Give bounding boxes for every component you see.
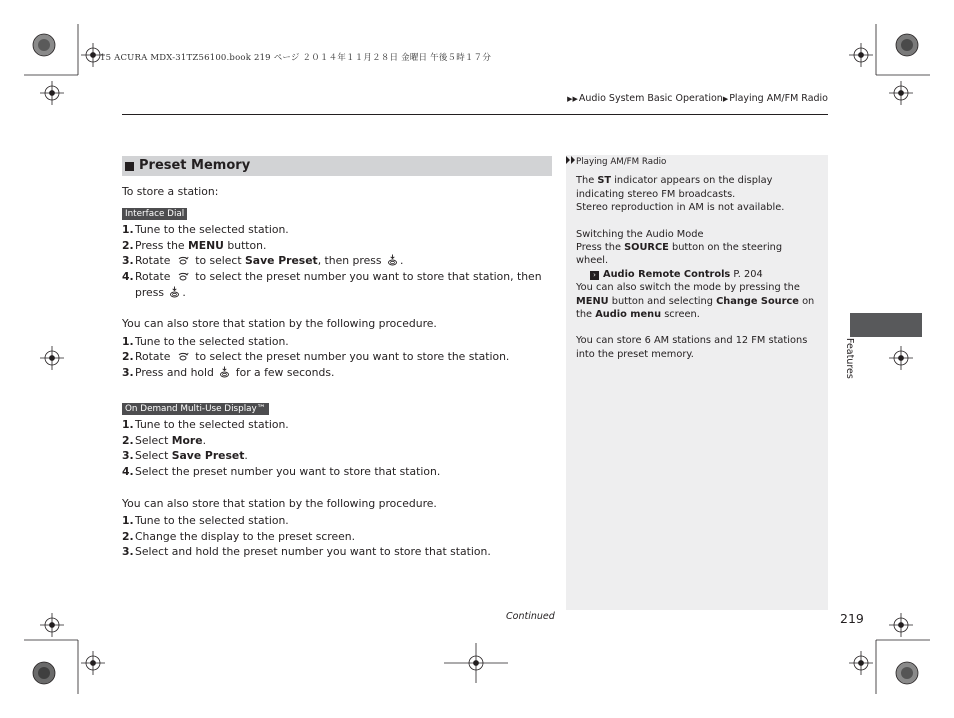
interface-dial-press-icon — [387, 254, 398, 266]
source-button-term: SOURCE — [624, 242, 669, 254]
step-bold-term: MENU — [188, 238, 224, 252]
text: The — [576, 175, 598, 187]
step-number: 1. — [122, 514, 134, 528]
sidebar-paragraph: You can store 6 AM stations and 12 FM stations into the preset memory. — [576, 335, 808, 360]
step-text: Rotate — [135, 350, 171, 364]
change-source-term: Change Source — [716, 295, 799, 307]
step-text: button. — [223, 238, 267, 252]
step-number: 3. — [122, 449, 134, 463]
breadcrumb — [567, 93, 828, 104]
step-text: Change the display to the preset screen. — [135, 529, 356, 543]
section-square-icon — [125, 162, 134, 171]
cross-reference-title[interactable]: Audio Remote Controls — [603, 268, 731, 280]
step-number: 1. — [122, 223, 134, 237]
odmd-steps — [122, 417, 552, 479]
sidebar-paragraph — [576, 281, 816, 321]
step-text: Select — [135, 433, 172, 447]
step-number: 3. — [122, 365, 134, 379]
step-text: Rotate — [135, 254, 171, 268]
odmd-alt-steps — [122, 513, 552, 560]
breadcrumb-level1[interactable]: Audio System Basic Operation — [578, 93, 723, 104]
section-intro: To store a station: — [122, 185, 219, 198]
step-number: 2. — [122, 433, 134, 447]
step-text: Press and hold — [135, 365, 214, 379]
list-item — [122, 349, 552, 365]
list-item — [122, 433, 552, 449]
step-number: 1. — [122, 418, 134, 432]
breadcrumb-level2[interactable]: Playing AM/FM Radio — [729, 93, 828, 104]
step-text: to select the preset number you want to store the station. — [195, 350, 510, 364]
step-text: Tune to the selected station. — [135, 514, 289, 528]
step-number: 4. — [122, 269, 134, 283]
sidebar-head-text: Playing AM/FM Radio — [576, 157, 667, 167]
text: Press the — [576, 242, 625, 254]
cross-reference-page[interactable]: P. 204 — [730, 268, 763, 280]
menu-button-term: MENU — [576, 295, 609, 307]
page-number: 219 — [840, 611, 864, 626]
step-text: for a few seconds. — [235, 365, 335, 379]
breadcrumb-arrow-icon: ▶▶ — [567, 95, 578, 103]
section-header — [122, 156, 552, 176]
list-item — [122, 365, 552, 381]
step-number: 2. — [122, 350, 134, 364]
text: on the — [576, 295, 815, 321]
main-column — [122, 156, 552, 560]
step-bold-term: Save Preset — [245, 254, 318, 268]
interface-dial-rotate-icon — [177, 254, 189, 266]
step-text: Select — [135, 449, 172, 463]
continued-label: Continued — [506, 611, 555, 622]
audio-menu-term: Audio menu — [595, 309, 662, 321]
step-text: Tune to the selected station. — [135, 334, 289, 348]
interface-dial-rotate-icon — [177, 270, 189, 282]
step-bold-term: More — [171, 433, 203, 447]
step-text: , then press — [317, 254, 382, 268]
cross-reference-link[interactable] — [576, 268, 830, 281]
interface-dial-tag: Interface Dial — [122, 208, 187, 220]
step-number: 3. — [122, 254, 134, 268]
list-item — [122, 238, 552, 254]
interface-dial-press-icon — [169, 286, 180, 298]
print-slug: 15 ACURA MDX-31TZ56100.book 219 ページ ２０１４年１１月２８日 金曜日 午後５時１７分 — [100, 53, 492, 63]
sidebar-notes — [566, 155, 828, 610]
chapter-tab-label: Features — [844, 338, 855, 379]
list-item — [122, 269, 552, 300]
step-text: Tune to the selected station. — [135, 223, 289, 237]
text: screen. — [661, 309, 700, 321]
text: button and selecting — [608, 295, 717, 307]
double-arrow-icon — [566, 156, 576, 164]
alt-procedure-intro: You can also store that station by the following procedure. — [122, 317, 437, 331]
step-text: Tune to the selected station. — [135, 418, 289, 432]
header-rule — [122, 114, 828, 115]
step-text: . — [182, 285, 186, 299]
list-item — [122, 253, 552, 269]
section-title: Preset Memory — [139, 158, 251, 174]
step-text: . — [399, 254, 404, 268]
interface-dial-alt-steps — [122, 334, 552, 381]
step-text: Select and hold the preset number you want to store that station. — [135, 545, 491, 559]
sidebar-paragraph — [576, 241, 816, 268]
step-text: to select — [195, 254, 246, 268]
step-text: . — [244, 449, 248, 463]
sidebar-head — [566, 156, 828, 169]
step-number: 3. — [122, 545, 134, 559]
list-item — [122, 222, 552, 238]
list-item — [122, 417, 552, 433]
breadcrumb-separator-icon: ▶ — [722, 95, 729, 103]
sidebar-paragraph: Stereo reproduction in AM is not available. — [576, 202, 785, 214]
list-item — [122, 544, 552, 560]
interface-dial-press-icon — [219, 366, 230, 378]
text: indicator appears on the display indicating stereo FM broadcasts. — [576, 175, 773, 200]
text: You can also switch the mode by pressing the — [576, 282, 800, 294]
st-indicator-term: ST — [597, 175, 612, 187]
cross-reference-arrow-icon: › — [590, 271, 599, 280]
step-text: Rotate — [135, 269, 171, 283]
step-number: 4. — [122, 464, 134, 478]
step-bold-term: Save Preset — [171, 449, 245, 463]
sidebar-paragraph — [576, 174, 816, 201]
step-number: 2. — [122, 238, 134, 252]
odmd-tag: On Demand Multi-Use Display™ — [122, 403, 269, 415]
alt-procedure-intro: You can also store that station by the following procedure. — [122, 496, 437, 510]
step-number: 1. — [122, 334, 134, 348]
step-text: Press the — [135, 238, 188, 252]
interface-dial-rotate-icon — [177, 350, 189, 362]
step-text: Select the preset number you want to store that station. — [135, 464, 441, 478]
list-item — [122, 448, 552, 464]
step-number: 2. — [122, 529, 134, 543]
list-item — [122, 513, 552, 529]
text: button on the steering wheel. — [576, 242, 783, 267]
chapter-tab[interactable] — [850, 313, 922, 337]
list-item — [122, 529, 552, 545]
sidebar-subtitle: Switching the Audio Mode — [576, 228, 704, 240]
list-item — [122, 464, 552, 480]
step-text: to select the preset number you want to store that station, then press — [135, 269, 542, 299]
interface-dial-steps — [122, 222, 552, 300]
step-text: . — [202, 433, 206, 447]
list-item — [122, 334, 552, 350]
